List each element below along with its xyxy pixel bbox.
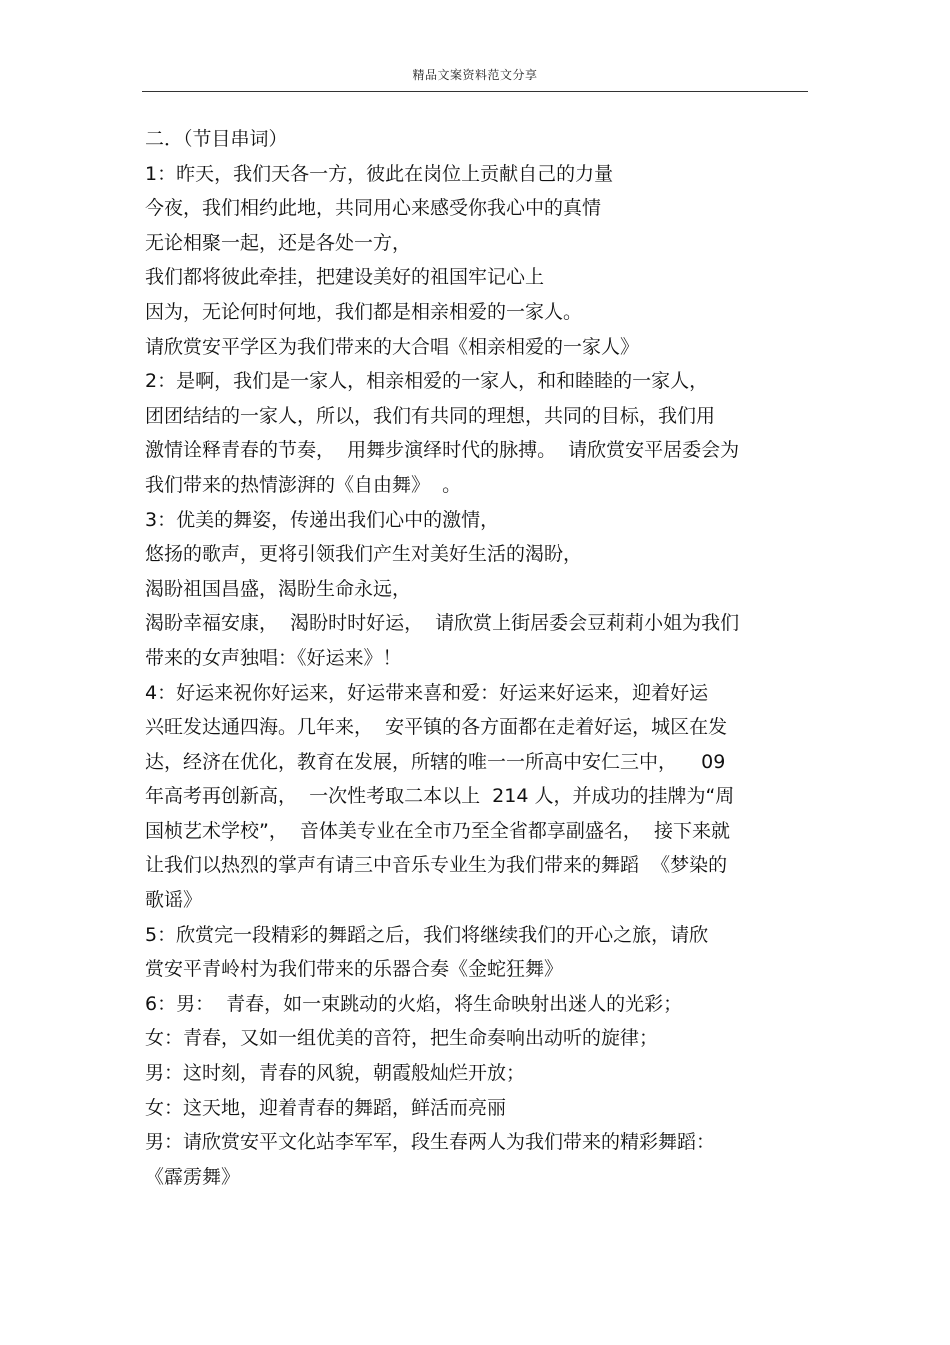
text-line: 带来的女声独唱：《好运来》！ — [145, 646, 402, 669]
page-header: 精品文案资料范文分享 — [412, 68, 538, 82]
text-line: 二．（节目串词） — [145, 128, 288, 150]
text-line: 1：昨天，我们天各一方，彼此在岗位上贡献自己的力量 — [145, 162, 614, 185]
text-line: 6：男： 青春，如一束跳动的火焰，将生命映射出迷人的光彩； — [145, 992, 683, 1015]
text-line: 4：好运来祝你好运来，好运带来喜和爱：好运来好运来，迎着好运 — [145, 681, 709, 704]
text-line: 渴盼祖国昌盛，渴盼生命永远， — [145, 577, 412, 600]
text-line: 3：优美的舞姿，传递出我们心中的激情， — [145, 508, 500, 531]
text-line: 让我们以热烈的掌声有请三中音乐专业生为我们带来的舞蹈 《梦染的 — [145, 854, 728, 877]
text-line: 团团结结的一家人，所以，我们有共同的理想，共同的目标，我们用 — [145, 404, 716, 427]
text-line: 男：这时刻，青春的风貌，朝霞般灿烂开放； — [145, 1062, 526, 1085]
text-line: 达，经济在优化，教育在发展，所辖的唯一一所高中安仁三中， 09 — [145, 750, 726, 773]
text-line: 渴盼幸福安康， 渴盼时时好运， 请欣赏上街居委会豆莉莉小姐为我们 — [145, 612, 740, 635]
text-line: 赏安平青岭村为我们带来的乐器合奏《金蛇狂舞》 — [145, 958, 564, 981]
text-line: 因为，无论何时何地，我们都是相亲相爱的一家人。 — [145, 300, 583, 323]
text-line: 激情诠释青春的节奏， 用舞步演绎时代的脉搏。 请欣赏安平居委会为 — [145, 439, 740, 462]
text-line: 今夜，我们相约此地，共同用心来感受你我心中的真情 — [145, 197, 602, 220]
text-line: 我们都将彼此牵挂，把建设美好的祖国牢记心上 — [145, 266, 545, 289]
text-line: 兴旺发达通四海。几年来， 安平镇的各方面都在走着好运，城区在发 — [145, 716, 728, 739]
document-body — [145, 122, 810, 1194]
text-line: 无论相聚一起，还是各处一方， — [145, 231, 412, 254]
text-line: 《霹雳舞》 — [145, 1165, 241, 1188]
text-line: 男：请欣赏安平文化站李军军，段生春两人为我们带来的精彩舞蹈： — [145, 1131, 716, 1154]
text-line: 我们带来的热情澎湃的《自由舞》 。 — [145, 473, 462, 496]
text-line: 女：这天地，迎着青春的舞蹈，鲜活而亮丽 — [145, 1096, 507, 1119]
text-line: 女：青春，又如一组优美的音符，把生命奏响出动听的旋律； — [145, 1027, 659, 1050]
text-line: 请欣赏安平学区为我们带来的大合唱《相亲相爱的一家人》 — [145, 335, 640, 358]
text-line: 歌谣》 — [145, 889, 203, 912]
header-divider — [142, 91, 808, 92]
text-line: 悠扬的歌声，更将引领我们产生对美好生活的渴盼， — [145, 543, 583, 566]
text-line: 2：是啊，我们是一家人，相亲相爱的一家人，和和睦睦的一家人， — [145, 370, 709, 393]
text-line: 国桢艺术学校”， 音体美专业在全市乃至全省都享副盛名， 接下来就 — [145, 819, 731, 842]
text-line: 年高考再创新高， 一次性考取二本以上 214 人，并成功的挂牌为“周 — [145, 785, 735, 808]
text-line: 5：欣赏完一段精彩的舞蹈之后，我们将继续我们的开心之旅，请欣 — [145, 923, 709, 946]
